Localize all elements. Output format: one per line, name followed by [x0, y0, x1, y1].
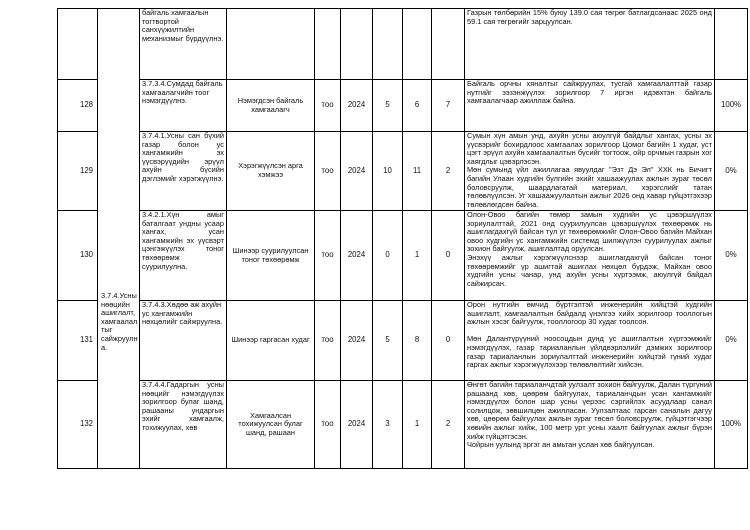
- activity-cell: 3.7.4.1.Усны сан бүхий газар болон ус хангамжийн эх үүсвэрүүдийн эрүүл ахуйн бүсийн дэглэмийг хэрэгжүүлнэ.: [140, 132, 227, 211]
- percent-cell: 100%: [715, 381, 748, 469]
- activity-cell: 3.4.2.1.Хүн амыг баталгаат ундны усаар хангах, усан хангамжийн эх үүсвэрт цэнгэжүүлэх тоног төхөөрөмж суурилуулна.: [140, 211, 227, 301]
- year-cell: 2024: [341, 80, 373, 132]
- target-cell: [403, 9, 432, 80]
- percent-cell: [715, 9, 748, 80]
- target-cell: 1: [403, 381, 432, 469]
- row-number: [58, 9, 98, 80]
- group-cell-top: [98, 9, 140, 469]
- row-number: 130: [58, 211, 98, 301]
- unit-cell: тоо: [315, 381, 341, 469]
- actual-cell: [432, 9, 465, 80]
- baseline-cell: 0: [373, 211, 403, 301]
- description-cell: Өнгөт багийн тариаланчдтай уулзалт зохион байгуулж, Далан түргүний рашаанд хөв, цөөрөм байгуулах, тариаланчдын усан хангамжийг нэмэгдүүлэх болон шар усны үерээс сэргийлэх асуудлаар санал солилцож, зөвшилцөн ажилласан. Уулзалтаас гарсан саналын дагуу хөв, цөөрөм байгуулах ажлын зураг төсөл боловсруулж, гүйцэтгэгчээр хөвийн ажлыг хийж, 100 метр урт усны хаалт байгуулах ажлыг бүрэн хийж гүйцэтгэсэн. Чойрын уулынд эргэг ан амьтан услан хөв байгуулсан.: [465, 381, 715, 469]
- table-row: [58, 211, 748, 301]
- table-row: [58, 132, 748, 211]
- target-cell: 11: [403, 132, 432, 211]
- percent-cell: 0%: [715, 132, 748, 211]
- indicator-cell: Хэрэгжүүлсэн арга хэмжээ: [227, 132, 315, 211]
- table-row: [58, 381, 748, 469]
- year-cell: 2024: [341, 132, 373, 211]
- actual-cell: 2: [432, 132, 465, 211]
- description-cell: Орон нутгийн өмчид бүртгэлтэй инженерийн хийцтэй худгийн ашиглалт, хамгаалалтын байдалд үнэлгээ хийх зорилгоор тооллогын ажлын хэсэг байгуулж, тооллогоор 30 худаг тоолсон. Мөн Далантүрүүний ноосоцдын дунд ус ашиглалтын хүртээмжийг нэмэгдүүлэх, газар тариаланлын үйлдвэрлэлийг дэмжих зорилгоор газар тариаланлын зориулалттай инженерийн хийцтэй гүний худаг гаргах ажлыг хэрэгжүүлэхээр төлөвлөлтийг хийсэн.: [465, 301, 715, 381]
- unit-cell: тоо: [315, 211, 341, 301]
- report-sheet: [57, 8, 748, 469]
- percent-cell: 100%: [715, 80, 748, 132]
- indicator-cell: Шинээр гаргасан худаг: [227, 301, 315, 381]
- percent-cell: 0%: [715, 301, 748, 381]
- actual-cell: 0: [432, 211, 465, 301]
- description-cell: Байгаль орчны хяналтыг сайжруулах, тусгай хамгаалалттай газар нутгийг ээзэнжүүлэх зорилгоор 7 иргэн идэвхтэн байгаль хамгаалагчаар ажиллаж байна.: [465, 80, 715, 132]
- baseline-cell: 10: [373, 132, 403, 211]
- row-number: 128: [58, 80, 98, 132]
- baseline-cell: [373, 9, 403, 80]
- indicator-cell: Нэмэгдсэн байгаль хамгаалагч: [227, 80, 315, 132]
- description-cell: Сумын хүн амын унд, ахуйн усны аюулгүй байдлыг хангах, усны эх үүсвэрийг бохирдлоос хамгаалах зорилгоор Цомог багийн 1 худаг, уст цэгт эрүүл ахуйн хамгаалалтын бүсийг тогтоож, ойр орчмын газрын хог хаягдлыг цэвэрлэсэн. Мөн сумынд үйл ажиллагаа явуулдаг "Эзт Дэ Эл" ХХК нь Бичигт багийн Улаан худгийн булгийн эхийг хашаажуулах ажлын зураг төсөл боловсруулж, шаардлагатай материал, хэрэгслийг татан төлөвлүүлсэн. Уг хашаажуулалтын ажлыг 2026 онд хавар гүйцэтгэхээр төлөвлөгдсөн байна.: [465, 132, 715, 211]
- target-cell: 8: [403, 301, 432, 381]
- baseline-cell: 5: [373, 301, 403, 381]
- unit-cell: [315, 9, 341, 80]
- description-cell: Олон-Овоо багийн төмөр замын худгийн ус цэвэршүүлэх зориулалттай, 2021 онд суурилуулсан цэвэршүүлэх төхөөрөмж нь ашиглагдахгүй байсан тул уг төхөөрөмжийг Олон-Овоо багийн Майхан овоо худгийн ус хангамжийн системд шилжүүлэн суурилуулах ажлыг зохион байгуулж, ашиглалтад оруулсан. Энэхүү ажлыг хэрэгжүүлснээр ашиглагдахгүй байсан тоног төхөөрөмжийг үр ашигтай ашиглах нөхцөл бүрдэж, Майхан овоо худгийн усны чанар, унд ахуйн усны хүртээмж, аюулгүй байдал сайжирсан.: [465, 211, 715, 301]
- report-table: [57, 8, 748, 469]
- row-number: 132: [58, 381, 98, 469]
- unit-cell: тоо: [315, 80, 341, 132]
- row-number: 131: [58, 301, 98, 381]
- unit-cell: тоо: [315, 132, 341, 211]
- year-cell: [341, 9, 373, 80]
- target-cell: 1: [403, 211, 432, 301]
- year-cell: 2024: [341, 381, 373, 469]
- table-row: [58, 301, 748, 381]
- actual-cell: 7: [432, 80, 465, 132]
- percent-cell: 0%: [715, 211, 748, 301]
- activity-cell: байгаль хамгаалын тогтвортой санхүүжилтийн механизмыг бүрдүүлнэ.: [140, 9, 227, 80]
- description-cell: Газрын төлбөрийн 15% буюу 139.0 сая төгрөг батлагдсанаас 2025 онд 59.1 сая төгрөгийг зарцуулсан.: [465, 9, 715, 80]
- activity-cell: 3.7.3.4.Сумдад байгаль хамгаалагчийн тоог нэмэгдүүлнэ.: [140, 80, 227, 132]
- actual-cell: 0: [432, 301, 465, 381]
- indicator-cell: Шинээр суурилуулсан тоног төхөөрөмж: [227, 211, 315, 301]
- target-cell: 6: [403, 80, 432, 132]
- row-number: 129: [58, 132, 98, 211]
- baseline-cell: 5: [373, 80, 403, 132]
- year-cell: 2024: [341, 301, 373, 381]
- indicator-cell: Хамгаалсан тохижуулсан булаг шанд, рашаан: [227, 381, 315, 469]
- unit-cell: тоо: [315, 301, 341, 381]
- actual-cell: 2: [432, 381, 465, 469]
- table-row: [58, 9, 748, 80]
- group-label: 3.7.4.Усны нөөцийн ашиглалт, хамгаалалтыг сайжруулна.: [101, 291, 138, 352]
- indicator-cell: [227, 9, 315, 80]
- table-row: [58, 80, 748, 132]
- year-cell: 2024: [341, 211, 373, 301]
- baseline-cell: 3: [373, 381, 403, 469]
- activity-cell: 3.7.4.4.Гадаргын усны нөөцийг нэмэгдүүлэх зорилгоор булаг шанд, рашааны ундаргын эхийг хамгаалж, тохижуулах, хөв: [140, 381, 227, 469]
- activity-cell: 3.7.4.3.Хөдөө аж ахуйн ус хангамжийн нөхцөлийг сайжруулна.: [140, 301, 227, 381]
